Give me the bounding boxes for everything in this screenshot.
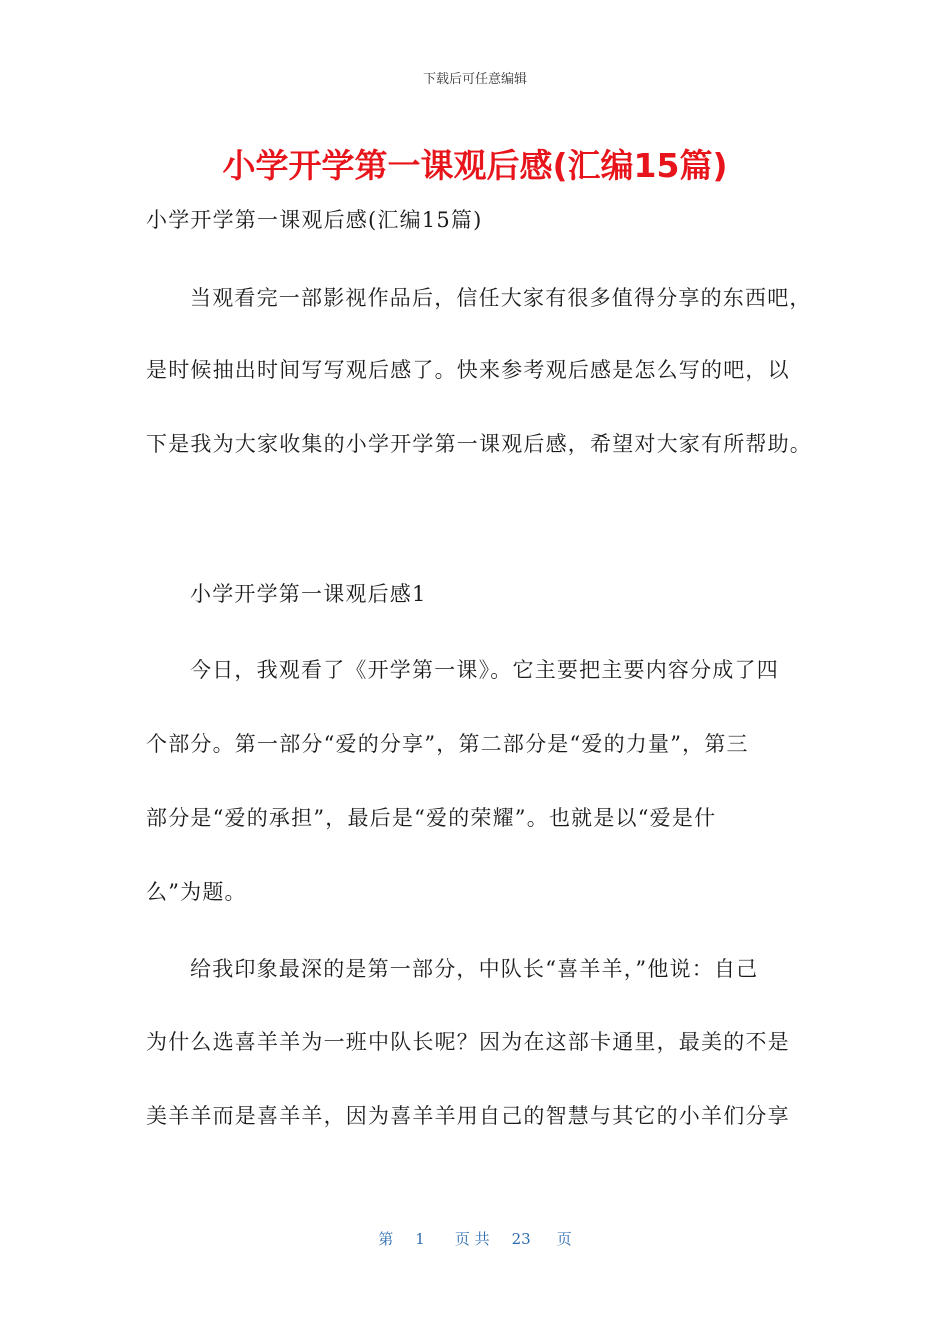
paragraph-2-line-2: 为什么选喜羊羊为一班中队长呢？因为在这部卡通里，最美的不是 <box>146 1030 790 1054</box>
document-subtitle: 小学开学第一课观后感(汇编15篇) <box>146 208 483 232</box>
section-heading: 小学开学第一课观后感1 <box>190 582 427 606</box>
footer-page-number: 1 <box>415 1230 425 1248</box>
intro-line-1: 当观看完一部影视作品后，信任大家有很多值得分享的东西吧， <box>190 286 812 310</box>
footer-prefix: 第 <box>378 1230 394 1248</box>
page-header-note: 下载后可任意编辑 <box>422 72 527 87</box>
paragraph-2-line-3: 美羊羊而是喜羊羊，因为喜羊羊用自己的智慧与其它的小羊们分享 <box>146 1104 790 1128</box>
footer-middle: 页 共 <box>454 1230 490 1248</box>
document-title: 小学开学第一课观后感(汇编15篇) <box>222 146 728 185</box>
paragraph-1-line-1: 今日，我观看了《开学第一课》。它主要把主要内容分成了四 <box>190 658 779 682</box>
footer-total-pages: 23 <box>511 1230 531 1248</box>
page-footer <box>0 1228 950 1249</box>
intro-line-3: 下是我为大家收集的小学开学第一课观后感，希望对大家有所帮助。 <box>146 432 812 456</box>
paragraph-1-line-2: 个部分。第一部分“爱的分享”，第二部分是“爱的力量”，第三 <box>146 732 749 756</box>
footer-suffix: 页 <box>556 1230 572 1248</box>
paragraph-1-line-4: 么”为题。 <box>146 880 247 904</box>
paragraph-2-line-1: 给我印象最深的是第一部分，中队长“喜羊羊，”他说：自己 <box>190 957 759 981</box>
intro-line-2: 是时候抽出时间写写观后感了。快来参考观后感是怎么写的吧，以 <box>146 358 790 382</box>
paragraph-1-line-3: 部分是“爱的承担”，最后是“爱的荣耀”。也就是以“爱是什 <box>146 806 717 830</box>
